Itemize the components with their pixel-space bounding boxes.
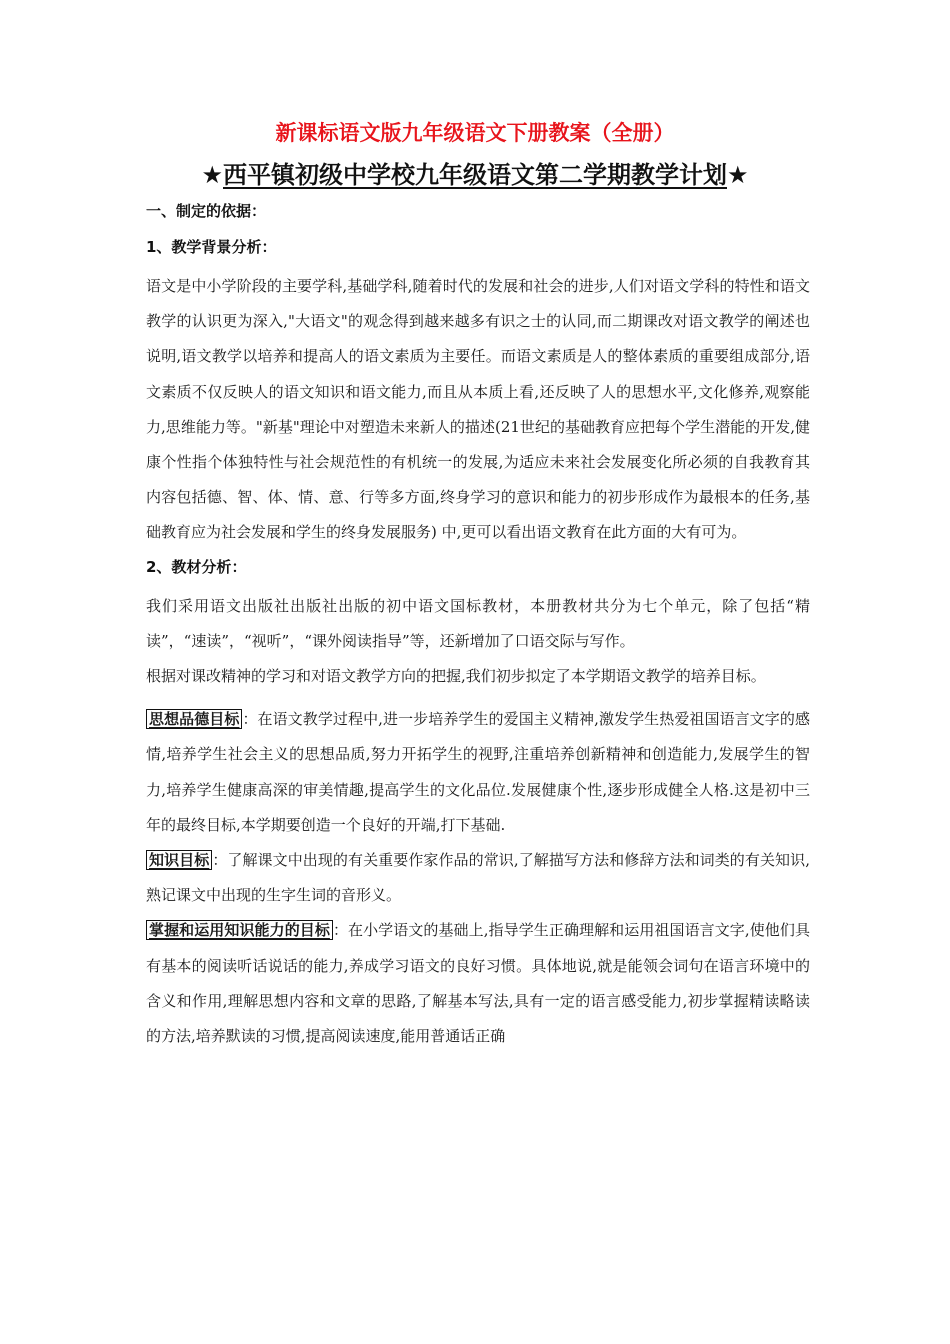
goal-colon: ： bbox=[242, 710, 258, 729]
goal-colon: ： bbox=[332, 921, 349, 940]
goal-knowledge bbox=[146, 843, 810, 913]
goal-moral bbox=[146, 702, 810, 843]
goal-text-ability: 在小学语文的基础上,指导学生正确理解和运用祖国语言文字,使他们具有基本的阅读听话说话的能力,养成学习语文的良好习惯。具体地说,就是能领会词句在语言环境中的含义和作用,理解思想内容和文章的思路,了解基本写法,具有一定的语言感受能力,初步掌握精读略读的方法,培养默读的习惯,提高阅读速度,能用普通话正确 bbox=[146, 921, 810, 1046]
section-heading-basis: 一、制定的依据： bbox=[146, 202, 267, 220]
goal-colon: ： bbox=[212, 851, 228, 870]
goal-label-moral: 思想品德目标 bbox=[146, 709, 242, 729]
paragraph-goals-intro: 根据对课改精神的学习和对语文教学方向的把握,我们初步拟定了本学期语文教学的培养目标。 bbox=[146, 667, 766, 686]
document-title: 新课标语文版九年级语文下册教案（全册） bbox=[275, 121, 675, 145]
goal-ability bbox=[146, 913, 810, 1054]
subsection-heading-textbook: 2、教材分析： bbox=[146, 557, 247, 576]
subsection-heading-background: 1、教学背景分析： bbox=[146, 238, 277, 256]
paragraph-textbook: 我们采用语文出版社出版社出版的初中语文国标教材，本册教材共分为七个单元，除了包括“精读”，“速读”，“视听”，“课外阅读指导”等，还新增加了口语交际与写作。 bbox=[146, 596, 810, 650]
star-left-icon: ★ bbox=[201, 161, 223, 189]
document-body bbox=[146, 197, 810, 1054]
star-right-icon: ★ bbox=[727, 161, 749, 189]
goal-text-moral: 在语文教学过程中,进一步培养学生的爱国主义精神,激发学生热爱祖国语言文字的感情,培养学生社会主义的思想品质,努力开拓学生的视野,注重培养创新精神和创造能力,发展学生的智力,培养学生健康高深的审美情趣,提高学生的文化品位.发展健康个性,逐步形成健全人格.这是初中三年的最终目标,本学期要创造一个良好的开端,打下基础. bbox=[146, 710, 810, 834]
document-subtitle bbox=[0, 158, 950, 192]
goal-label-knowledge: 知识目标 bbox=[146, 850, 212, 870]
subtitle-text: 西平镇初级中学校九年级语文第二学期教学计划 bbox=[223, 161, 727, 189]
goal-text-knowledge: 了解课文中出现的有关重要作家作品的常识,了解描写方法和修辞方法和词类的有关知识,熟记课文中出现的生字生词的音形义。 bbox=[146, 851, 810, 905]
paragraph-background: 语文是中小学阶段的主要学科,基础学科,随着时代的发展和社会的进步,人们对语文学科的特性和语文教学的认识更为深入,"大语文"的观念得到越来越多有识之士的认同,而二期课改对语文教学的阐述也说明,语文教学以培养和提高人的语文素质为主要任。而语文素质是人的整体素质的重要组成部分,语文素质不仅反映人的语文知识和语文能力,而且从本质上看,还反映了人的思想水平,文化修养,观察能力,思维能力等。"新基"理论中对塑造未来新人的描述(21世纪的基础教育应把每个学生潜能的开发,健康个性指个体独特性与社会规范性的有机统一的发展,为适应未来社会发展变化所必须的自我教育其内容包括德、智、体、情、意、行等多方面,终身学习的意识和能力的初步形成作为最根本的任务,基础教育应为社会发展和学生的终身发展服务) 中,更可以看出语文教育在此方面的大有可为。 bbox=[146, 277, 810, 542]
goal-label-ability: 掌握和运用知识能力的目标 bbox=[146, 920, 333, 940]
